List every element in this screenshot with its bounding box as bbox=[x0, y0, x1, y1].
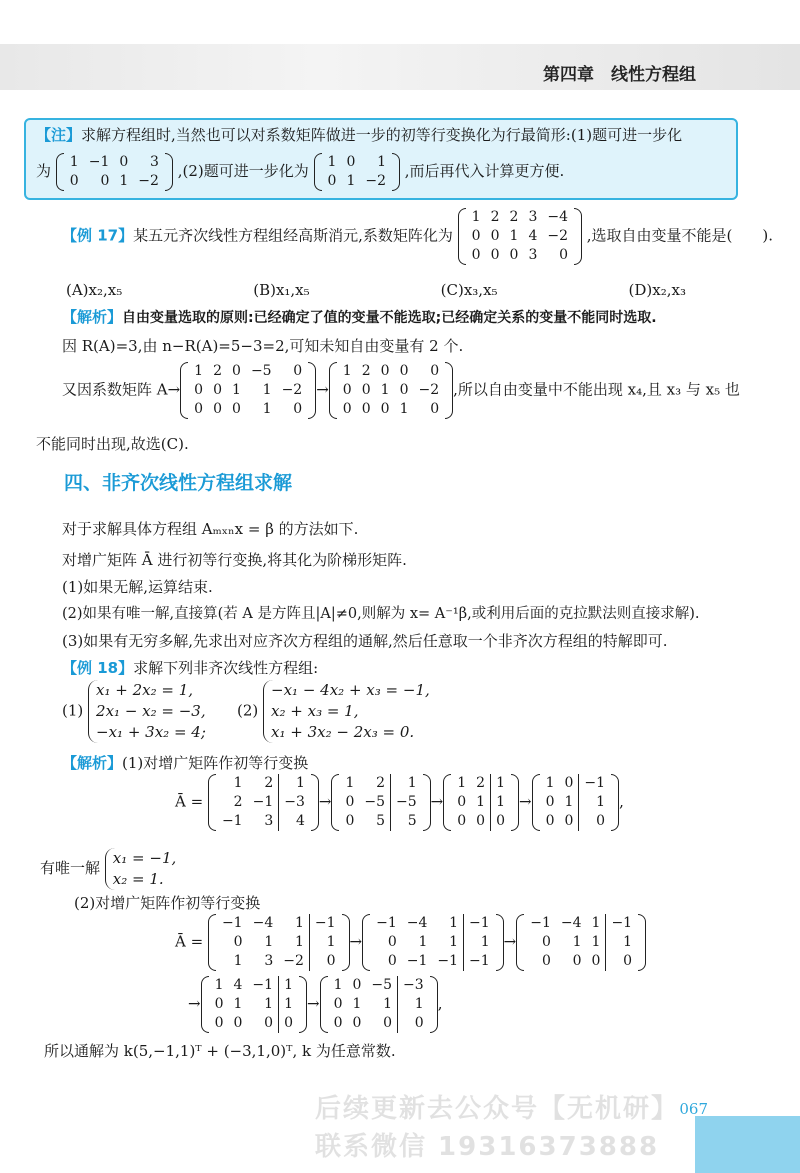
general-solution: 所以通解为 k(5,−1,1)ᵀ + (−3,1,0)ᵀ, k 为任意常数. bbox=[44, 1042, 396, 1060]
note-text-pre: 为 bbox=[36, 162, 52, 180]
matrix-cell: 4 bbox=[233, 977, 243, 993]
paragraph-2: 对增广矩阵 Ā 进行初等行变换,将其化为阶梯形矩阵. bbox=[62, 551, 407, 569]
matrix-cell: 1 bbox=[346, 173, 356, 189]
arrow: → bbox=[430, 792, 444, 811]
matrix-cell: 1 bbox=[279, 976, 298, 995]
matrix-cell: 1 bbox=[264, 934, 274, 950]
matrix-cell: −1 bbox=[464, 952, 495, 971]
example-18-solution-1-heading bbox=[62, 752, 308, 773]
example-17-solution-line-4: 不能同时出现,故选(C). bbox=[36, 435, 189, 453]
matrix-cell: 0 bbox=[342, 401, 352, 417]
matrix-cell: 4 bbox=[528, 228, 538, 244]
matrix-cell: −5 bbox=[371, 977, 393, 993]
matrix-cell: −2 bbox=[281, 382, 303, 398]
example-18-tag: 【例 18】 bbox=[62, 659, 134, 677]
matrix-cell: 0 bbox=[342, 382, 352, 398]
matrix-cell: −2 bbox=[365, 173, 386, 189]
matrix-cell: 0 bbox=[387, 934, 397, 950]
x1-value: x₁ = −1, bbox=[112, 849, 177, 867]
matrix-cell: 1 bbox=[464, 933, 495, 952]
matrix-cell: 1 bbox=[333, 977, 343, 993]
s1-matrix-3 bbox=[443, 774, 519, 831]
matrix-cell: 0 bbox=[559, 247, 568, 263]
s1-matrix-2 bbox=[331, 774, 430, 831]
matrix-cell: 0 bbox=[380, 363, 390, 379]
matrix-cell: 1 bbox=[545, 775, 555, 791]
note-line-1 bbox=[36, 124, 682, 145]
matrix-cell: 0 bbox=[572, 953, 582, 969]
matrix-cell: 1 bbox=[119, 173, 129, 189]
system-1-label: (1) bbox=[62, 701, 84, 720]
solution-2-matrix-chain-row-2 bbox=[188, 976, 442, 1033]
matrix-cell: 1 bbox=[449, 934, 459, 950]
matrix-cell: 1 bbox=[262, 382, 272, 398]
matrix-cell: 0 bbox=[352, 977, 362, 993]
comma: , bbox=[437, 994, 443, 1013]
matrix-cell: 0 bbox=[361, 382, 371, 398]
matrix-cell: 0 bbox=[387, 953, 397, 969]
matrix-cell: −1 bbox=[252, 977, 274, 993]
matrix-cell: 1 bbox=[509, 228, 519, 244]
watermark bbox=[315, 1090, 679, 1166]
augmented-matrix-symbol: Ā = bbox=[175, 932, 204, 951]
matrix-cell: −5 bbox=[250, 363, 272, 379]
matrix-cell: 1 bbox=[471, 209, 481, 225]
matrix-cell: 2 bbox=[361, 363, 371, 379]
s2-matrix-1 bbox=[208, 914, 350, 971]
matrix-cell: 3 bbox=[264, 813, 274, 829]
paragraph-3: (1)如果无解,运算结束. bbox=[62, 578, 213, 596]
example-17-options bbox=[66, 281, 686, 299]
matrix-cell: 0 bbox=[430, 363, 440, 379]
note-matrix-1 bbox=[56, 153, 173, 191]
matrix-cell: 1 bbox=[591, 915, 601, 931]
example-17-text-post: ,选取自由变量不能是( ). bbox=[586, 226, 774, 245]
matrix-cell: 1 bbox=[391, 774, 422, 793]
matrix-cell: 0 bbox=[213, 382, 223, 398]
matrix-cell: 0 bbox=[214, 996, 224, 1012]
system-2-eq-1: −x₁ − 4x₂ + x₃ = −1, bbox=[271, 681, 430, 699]
matrix-cell: −1 bbox=[530, 915, 551, 931]
matrix-cell: 0 bbox=[564, 813, 574, 829]
watermark-line-2: 联系微信 19316373888 bbox=[315, 1132, 660, 1162]
matrix-cell: 0 bbox=[579, 812, 610, 831]
matrix-cell: 1 bbox=[233, 953, 243, 969]
system-1 bbox=[62, 680, 206, 743]
matrix-cell: 0 bbox=[398, 1014, 429, 1033]
matrix-cell: 1 bbox=[194, 363, 204, 379]
matrix-cell: 1 bbox=[327, 154, 337, 170]
matrix-cell: 1 bbox=[457, 775, 467, 791]
matrix-cell: −1 bbox=[464, 914, 495, 933]
matrix-cell: 0 bbox=[293, 401, 303, 417]
example-18-solution-2-heading: (2)对增广矩阵作初等行变换 bbox=[74, 894, 261, 912]
matrix-cell: 0 bbox=[345, 794, 355, 810]
matrix-cell: 0 bbox=[476, 813, 486, 829]
solution-matrix-2 bbox=[329, 362, 453, 419]
option-a: (A)x₂,x₅ bbox=[66, 281, 123, 299]
matrix-cell: 0 bbox=[333, 996, 343, 1012]
system-1-equations bbox=[88, 680, 206, 743]
matrix-cell: 1 bbox=[69, 154, 79, 170]
matrix-cell: 1 bbox=[264, 996, 274, 1012]
watermark-line-1: 后续更新去公众号【无机研】 bbox=[315, 1094, 680, 1124]
matrix-cell: 1 bbox=[449, 915, 459, 931]
solution-tag: 【解析】 bbox=[62, 308, 123, 326]
arrow: → bbox=[188, 994, 201, 1013]
matrix-cell: 0 bbox=[564, 775, 574, 791]
solution-18-tag: 【解析】 bbox=[62, 754, 123, 772]
matrix-cell: 0 bbox=[457, 813, 467, 829]
matrix-cell: 1 bbox=[294, 934, 304, 950]
matrix-cell: 2 bbox=[476, 775, 486, 791]
arrow: → bbox=[349, 932, 363, 951]
matrix-cell: 0 bbox=[100, 173, 110, 189]
matrix-cell: 0 bbox=[69, 173, 79, 189]
matrix-cell: −4 bbox=[547, 209, 568, 225]
solution-2-matrix-chain-row-1 bbox=[175, 914, 646, 971]
augmented-matrix-symbol: Ā = bbox=[175, 792, 204, 811]
note-text-post: ,而后再代入计算更方便. bbox=[404, 162, 565, 180]
matrix-cell: 1 bbox=[564, 794, 574, 810]
example-18-text: 求解下列非齐次线性方程组: bbox=[133, 659, 319, 677]
matrix-cell: 0 bbox=[119, 154, 129, 170]
matrix-cell: −4 bbox=[560, 915, 582, 931]
s1-matrix-4 bbox=[532, 774, 619, 831]
matrix-cell: 1 bbox=[491, 793, 510, 812]
matrix-cell: −1 bbox=[437, 953, 459, 969]
system-1-eq-2: 2x₁ − x₂ = −3, bbox=[96, 702, 206, 720]
s2-matrix-5 bbox=[320, 976, 438, 1033]
matrix-cell: 0 bbox=[471, 247, 481, 263]
matrix-cell: −1 bbox=[309, 914, 340, 933]
matrix-cell: 0 bbox=[264, 1015, 274, 1031]
matrix-cell: 0 bbox=[232, 363, 241, 379]
matrix-cell: −4 bbox=[252, 915, 274, 931]
matrix-cell: 0 bbox=[214, 1015, 224, 1031]
page-number: 067 bbox=[679, 1100, 708, 1118]
matrix-cell: 0 bbox=[194, 382, 204, 398]
matrix-cell: 0 bbox=[490, 228, 500, 244]
matrix-cell: 0 bbox=[509, 247, 519, 263]
s1-matrix-1 bbox=[208, 774, 319, 831]
matrix-cell: 3 bbox=[528, 209, 538, 225]
matrix-cell: 2 bbox=[264, 775, 274, 791]
matrix-cell: −1 bbox=[252, 794, 274, 810]
paragraph-4: (2)如果有唯一解,直接算(若 A 是方阵且|A|≠0,则解为 x= A⁻¹β,或利用后面的克拉默法则直接求解). bbox=[62, 606, 700, 622]
matrix-cell: 2 bbox=[509, 209, 519, 225]
paragraph-1: 对于求解具体方程组 Aₘₓₙx = β 的方法如下. bbox=[62, 520, 359, 538]
example-17-matrix bbox=[458, 208, 582, 265]
matrix-cell: 1 bbox=[476, 794, 486, 810]
matrix-cell: 1 bbox=[383, 996, 393, 1012]
matrix-cell: 0 bbox=[233, 934, 243, 950]
matrix-cell: 0 bbox=[399, 363, 409, 379]
x2-value: x₂ = 1. bbox=[112, 870, 164, 888]
matrix-cell: 1 bbox=[572, 934, 582, 950]
matrix-cell: 1 bbox=[377, 154, 386, 170]
matrix-cell: 0 bbox=[213, 401, 223, 417]
example-17-statement bbox=[62, 208, 773, 265]
solution-18-part-1-text: (1)对增广矩阵作初等行变换 bbox=[122, 754, 309, 772]
example-17-text: 某五元齐次线性方程组经高斯消元,系数矩阵化为 bbox=[133, 226, 453, 245]
matrix-cell: 0 bbox=[430, 401, 440, 417]
matrix-cell: −1 bbox=[376, 915, 397, 931]
matrix-cell: 1 bbox=[418, 934, 428, 950]
matrix-cell: 0 bbox=[333, 1015, 343, 1031]
matrix-cell: 1 bbox=[233, 996, 243, 1012]
matrix-cell: 0 bbox=[457, 794, 467, 810]
matrix-cell: −2 bbox=[138, 173, 159, 189]
matrix-cell: 2 bbox=[233, 794, 243, 810]
matrix-cell: 1 bbox=[232, 382, 241, 398]
solution-text-post: ,所以自由变量中不能出现 x₄,且 x₃ 与 x₅ 也 bbox=[453, 380, 740, 399]
unique-solution-values bbox=[105, 848, 176, 890]
section-title: 四、非齐次线性方程组求解 bbox=[64, 472, 293, 494]
note-text-mid: ,(2)题可进一步化为 bbox=[177, 162, 309, 180]
matrix-cell: 0 bbox=[471, 228, 481, 244]
matrix-cell: 0 bbox=[383, 1015, 393, 1031]
matrix-cell: −2 bbox=[418, 382, 440, 398]
example-17-tag: 【例 17】 bbox=[62, 226, 134, 245]
matrix-cell: −5 bbox=[364, 794, 386, 810]
matrix-cell: 1 bbox=[491, 774, 510, 793]
matrix-cell: 0 bbox=[279, 1014, 298, 1033]
example-17-solution-line-2: 因 R(A)=3,由 n−R(A)=5−3=2,可知未知自由变量有 2 个. bbox=[62, 337, 464, 355]
matrix-cell: −1 bbox=[406, 953, 428, 969]
matrix-cell: 2 bbox=[376, 775, 386, 791]
arrow: → bbox=[306, 994, 320, 1013]
unique-solution bbox=[40, 848, 176, 890]
arrow: → bbox=[503, 932, 517, 951]
matrix-cell: 0 bbox=[591, 953, 601, 969]
matrix-cell: 0 bbox=[541, 953, 551, 969]
matrix-cell: −1 bbox=[88, 154, 110, 170]
note-text-1: 求解方程组时,当然也可以对系数矩阵做进一步的初等行变换化为行最简形:(1)题可进一步化 bbox=[81, 126, 683, 144]
matrix-cell: 1 bbox=[279, 995, 298, 1014]
comma: , bbox=[619, 792, 624, 811]
matrix-cell: 0 bbox=[361, 401, 371, 417]
matrix-cell: 1 bbox=[579, 793, 610, 812]
matrix-cell: 1 bbox=[262, 401, 272, 417]
matrix-cell: 0 bbox=[293, 363, 303, 379]
matrix-cell: −2 bbox=[547, 228, 568, 244]
matrix-cell: 1 bbox=[606, 933, 637, 952]
page-corner-decoration bbox=[695, 1116, 800, 1173]
note-line-2 bbox=[36, 153, 564, 191]
matrix-cell: 3 bbox=[150, 154, 159, 170]
matrix-cell: 1 bbox=[352, 996, 362, 1012]
solution-1-matrix-chain bbox=[175, 774, 624, 831]
system-2 bbox=[237, 680, 430, 743]
matrix-cell: 4 bbox=[279, 812, 310, 831]
option-d: (D)x₂,x₃ bbox=[628, 281, 686, 299]
matrix-cell: −1 bbox=[221, 915, 243, 931]
matrix-cell: −4 bbox=[406, 915, 428, 931]
matrix-cell: 2 bbox=[490, 209, 500, 225]
matrix-cell: 0 bbox=[345, 813, 355, 829]
matrix-cell: 1 bbox=[399, 401, 409, 417]
matrix-cell: 1 bbox=[233, 775, 243, 791]
unique-solution-label: 有唯一解 bbox=[40, 859, 101, 877]
system-2-eq-2: x₂ + x₃ = 1, bbox=[271, 702, 359, 720]
note-matrix-2 bbox=[314, 153, 400, 191]
matrix-cell: 0 bbox=[491, 812, 510, 831]
chapter-title: 第四章 线性方程组 bbox=[543, 65, 696, 85]
matrix-cell: −5 bbox=[391, 793, 422, 812]
matrix-cell: −1 bbox=[221, 813, 243, 829]
s2-matrix-3 bbox=[516, 914, 646, 971]
matrix-cell: 0 bbox=[541, 934, 551, 950]
matrix-cell: −3 bbox=[398, 976, 429, 995]
example-17-solution-line-3: 又因系数矩阵 A→ 1 2 0 −5 0 0 0 1 1 −2 0 0 0 1 0 → 1 2 0 0 0 0 0 1 0 −2 0 0 0 1 0 ,所以自由变量中不能出现 x₄,且 x₃ 与 x₅ 也 bbox=[62, 363, 740, 417]
matrix-cell: 0 bbox=[309, 952, 340, 971]
matrix-cell: 0 bbox=[490, 247, 500, 263]
s2-matrix-2 bbox=[362, 914, 504, 971]
matrix-cell: 0 bbox=[327, 173, 337, 189]
solution-principle: 自由变量选取的原则:已经确定了值的变量不能选取;已经确定关系的变量不能同时选取. bbox=[122, 310, 657, 326]
matrix-cell: 0 bbox=[352, 1015, 362, 1031]
matrix-cell: 1 bbox=[345, 775, 355, 791]
matrix-cell: −1 bbox=[606, 914, 637, 933]
matrix-cell: 1 bbox=[380, 382, 390, 398]
matrix-cell: 0 bbox=[399, 382, 409, 398]
note-tag: 【注】 bbox=[36, 126, 82, 144]
s2-matrix-4 bbox=[201, 976, 307, 1033]
option-b: (B)x₁,x₅ bbox=[253, 281, 310, 299]
solution-matrix-1 bbox=[180, 362, 316, 419]
example-17-solution-line-1 bbox=[62, 306, 657, 327]
matrix-cell: 5 bbox=[376, 813, 386, 829]
matrix-cell: 3 bbox=[528, 247, 538, 263]
matrix-cell: 2 bbox=[213, 363, 223, 379]
system-1-eq-3: −x₁ + 3x₂ = 4; bbox=[96, 723, 206, 741]
matrix-cell: 5 bbox=[391, 812, 422, 831]
matrix-cell: 1 bbox=[342, 363, 352, 379]
solution-text-pre: 又因系数矩阵 A→ bbox=[62, 380, 181, 399]
matrix-cell: 0 bbox=[545, 813, 555, 829]
matrix-cell: 1 bbox=[294, 915, 304, 931]
paragraph-5: (3)如果有无穷多解,先求出对应齐次方程组的通解,然后任意取一个非齐次方程组的特解即可. bbox=[62, 632, 668, 650]
matrix-cell: 0 bbox=[194, 401, 204, 417]
matrix-cell: 1 bbox=[279, 774, 310, 793]
system-1-eq-1: x₁ + 2x₂ = 1, bbox=[96, 681, 194, 699]
matrix-cell: 1 bbox=[214, 977, 224, 993]
example-18-statement bbox=[62, 657, 318, 678]
matrix-cell: 1 bbox=[398, 995, 429, 1014]
matrix-cell: 1 bbox=[309, 933, 340, 952]
matrix-cell: 1 bbox=[591, 934, 601, 950]
arrow: → bbox=[318, 792, 332, 811]
option-c: (C)x₃,x₅ bbox=[440, 281, 498, 299]
matrix-cell: 0 bbox=[232, 401, 241, 417]
matrix-cell: 0 bbox=[233, 1015, 243, 1031]
matrix-cell: 0 bbox=[380, 401, 390, 417]
system-2-label: (2) bbox=[237, 701, 259, 720]
arrow: → bbox=[519, 792, 532, 811]
matrix-cell: −2 bbox=[283, 953, 304, 969]
matrix-cell: 0 bbox=[606, 952, 637, 971]
matrix-cell: 0 bbox=[545, 794, 555, 810]
matrix-cell: −3 bbox=[279, 793, 310, 812]
matrix-cell: 0 bbox=[346, 154, 356, 170]
system-2-equations bbox=[263, 680, 430, 743]
system-2-eq-3: x₁ + 3x₂ − 2x₃ = 0. bbox=[271, 723, 415, 741]
matrix-cell: 3 bbox=[264, 953, 274, 969]
matrix-cell: −1 bbox=[579, 774, 610, 793]
